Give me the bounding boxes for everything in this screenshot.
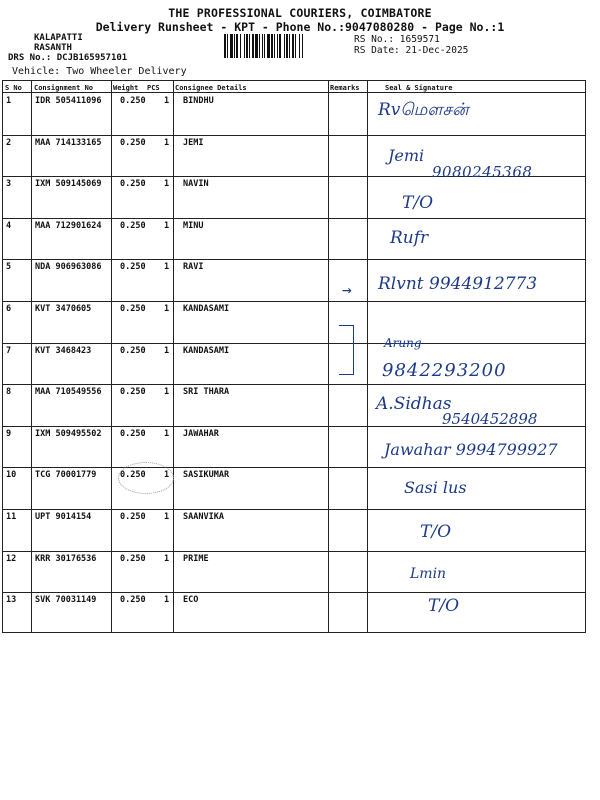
signature-row-8-phone: 9540452898	[442, 410, 538, 428]
cell-consignee: JAWAHAR	[183, 428, 219, 439]
cell-consignment: IDR 505411096	[35, 96, 102, 106]
barcode-bar	[227, 34, 228, 58]
row-divider	[3, 135, 585, 136]
row-divider	[3, 467, 585, 468]
row-divider	[3, 509, 585, 510]
cell-sno: 6	[6, 304, 12, 314]
cell-weight: 0.250	[120, 428, 146, 439]
col-divider	[173, 81, 174, 632]
barcode-bar	[284, 34, 285, 58]
cell-consignee: KANDASAMI	[183, 304, 230, 314]
barcode-bar	[267, 34, 270, 58]
cell-consignee: SRI THARA	[183, 387, 230, 398]
barcode-bar	[271, 34, 273, 58]
cell-consignee: BINDHU	[183, 96, 214, 106]
cell-weight: 0.250	[120, 304, 146, 314]
cell-consignment: TCG 70001779	[35, 470, 97, 481]
branch-meta	[8, 33, 127, 63]
cell-pcs: 1	[164, 387, 170, 398]
faint-stamp-mark	[118, 462, 174, 494]
cell-sno: 9	[6, 428, 12, 439]
cell-weight: 0.250	[120, 387, 146, 398]
header-weight: Weight	[113, 84, 139, 92]
header-remarks: Remarks	[330, 84, 360, 92]
signature-row-5: Rlvnt 9944912773	[378, 274, 538, 294]
cell-consignment: MAA 712901624	[35, 220, 102, 231]
cell-weight: 0.250	[120, 137, 146, 148]
signature-row-7-phone: 9842293200	[382, 360, 507, 381]
cell-pcs: 1	[164, 96, 170, 106]
header-consignment: Consignment No	[34, 84, 94, 92]
company-title: THE PROFESSIONAL COURIERS, COIMBATORE	[168, 6, 432, 20]
cell-consignee: SAANVIKA	[183, 512, 224, 522]
row-divider	[3, 343, 585, 344]
cell-consignment: UPT 9014154	[35, 512, 92, 522]
cell-sno: 11	[6, 512, 17, 522]
cell-sno: 5	[6, 262, 12, 273]
cell-weight: 0.250	[120, 220, 146, 231]
barcode-bar	[289, 34, 290, 58]
signature-row-12: Lmin	[410, 566, 447, 582]
cell-pcs: 1	[164, 179, 170, 190]
cell-weight: 0.250	[120, 262, 146, 273]
barcode-bar	[224, 34, 226, 58]
row-divider	[3, 259, 585, 260]
barcode-bar	[277, 34, 278, 58]
cell-consignment: KVT 3468423	[35, 345, 92, 356]
header-pcs: PCS	[147, 84, 160, 92]
cell-sno: 7	[6, 345, 12, 356]
runsheet-subtitle: Delivery Runsheet - KPT - Phone No.:9047080280 - Page No.:1	[95, 20, 505, 34]
branch-line: KALAPATTI	[34, 33, 83, 43]
cell-weight: 0.250	[120, 512, 146, 522]
barcode-bar	[230, 34, 233, 58]
signature-row-2-phone: 9080245368	[432, 163, 533, 181]
barcode-bar	[240, 34, 241, 58]
cell-pcs: 1	[164, 304, 170, 314]
col-divider	[328, 81, 329, 632]
cell-consignment: KVT 3470605	[35, 304, 92, 314]
cell-pcs: 1	[164, 137, 170, 148]
cell-consignee: SASIKUMAR	[183, 470, 230, 481]
cell-weight: 0.250	[120, 553, 146, 564]
cell-pcs: 1	[164, 595, 170, 606]
barcode-bar	[286, 34, 288, 58]
row-divider	[3, 218, 585, 219]
barcode-bar	[264, 34, 265, 58]
cell-consignment: KRR 30176536	[35, 553, 97, 564]
barcode-bar	[302, 34, 303, 58]
cell-consignee: KANDASAMI	[183, 345, 230, 356]
cell-pcs: 1	[164, 553, 170, 564]
rs-info	[354, 34, 468, 56]
signature-row-8-name: A.Sidhas	[376, 394, 452, 414]
cell-consignee: RAVI	[183, 262, 204, 273]
barcode	[224, 34, 352, 58]
signature-row-3: T/O	[402, 193, 434, 213]
barcode-bar	[292, 34, 294, 58]
header-seal: Seal & Signature	[385, 84, 453, 92]
header-consignee: Consignee Details	[175, 84, 247, 92]
rs-date: RS Date: 21-Dec-2025	[354, 45, 469, 56]
cell-consignment: NDA 906963086	[35, 262, 102, 273]
remark-bracket-rows-6-7	[339, 325, 354, 375]
remark-arrow-row-5: →	[342, 280, 352, 299]
cell-pcs: 1	[164, 470, 170, 481]
cell-weight: 0.250	[120, 595, 146, 606]
cell-pcs: 1	[164, 512, 170, 522]
barcode-bar	[295, 34, 296, 58]
signature-row-9: Jawahar 9994799927	[384, 440, 558, 459]
drs-number: DRS No.: DCJB165957101	[8, 53, 128, 63]
cell-sno: 2	[6, 137, 12, 148]
signature-row-7-scribble: Arung	[384, 336, 422, 350]
cell-consignment: MAA 714133165	[35, 137, 102, 148]
cell-pcs: 1	[164, 428, 170, 439]
cell-consignment: IXM 509495502	[35, 428, 102, 439]
cell-consignee: NAVIN	[183, 179, 209, 190]
vehicle-line: Vehicle: Two Wheeler Delivery	[12, 66, 187, 77]
cell-consignee: MINU	[183, 220, 204, 231]
cell-pcs: 1	[164, 345, 170, 356]
signature-row-13: T/O	[428, 596, 460, 616]
cell-weight: 0.250	[120, 345, 146, 356]
cell-sno: 4	[6, 220, 12, 231]
row-divider	[3, 551, 585, 552]
cell-sno: 8	[6, 387, 12, 398]
cell-sno: 13	[6, 595, 17, 606]
cell-consignee: PRIME	[183, 553, 209, 564]
cell-weight: 0.250	[120, 470, 146, 481]
header-divider	[3, 92, 585, 93]
col-divider	[31, 81, 32, 632]
cell-sno: 12	[6, 553, 17, 564]
signature-row-10: Sasi lus	[404, 478, 467, 497]
cell-consignee: JEMI	[183, 137, 204, 148]
barcode-bar	[246, 34, 248, 58]
cell-sno: 3	[6, 179, 12, 190]
row-divider	[3, 592, 585, 593]
cell-consignment: IXM 509145069	[35, 179, 102, 190]
barcode-bar	[252, 34, 254, 58]
barcode-bar	[259, 34, 260, 58]
signature-row-4: Rufr	[390, 228, 429, 248]
cell-pcs: 1	[164, 220, 170, 231]
barcode-bar	[234, 34, 235, 58]
signature-row-2-name: Jemi	[388, 146, 425, 165]
barcode-bar	[299, 34, 300, 58]
header-sno: S No	[5, 84, 22, 92]
cell-consignment: MAA 710549556	[35, 387, 102, 398]
col-divider	[111, 81, 112, 632]
signature-row-11: T/O	[420, 522, 452, 542]
barcode-bar	[262, 34, 263, 58]
cell-weight: 0.250	[120, 96, 146, 106]
cell-consignee: ECO	[183, 595, 199, 606]
barcode-bar	[236, 34, 238, 58]
cell-pcs: 1	[164, 262, 170, 273]
rs-number: RS No.: 1659571	[354, 34, 440, 45]
barcode-bar	[274, 34, 275, 58]
cell-sno: 10	[6, 470, 17, 481]
row-divider	[3, 301, 585, 302]
barcode-bar	[249, 34, 250, 58]
cell-consignment: SVK 70031149	[35, 595, 97, 606]
barcode-bar	[279, 34, 281, 58]
col-divider	[367, 81, 368, 632]
barcode-bar	[244, 34, 245, 58]
row-divider	[3, 384, 585, 385]
signature-row-1: Rvமெளசன்	[378, 100, 469, 120]
cell-weight: 0.250	[120, 179, 146, 190]
staff-line: RASANTH	[34, 43, 72, 53]
barcode-bar	[255, 34, 258, 58]
cell-sno: 1	[6, 96, 12, 106]
